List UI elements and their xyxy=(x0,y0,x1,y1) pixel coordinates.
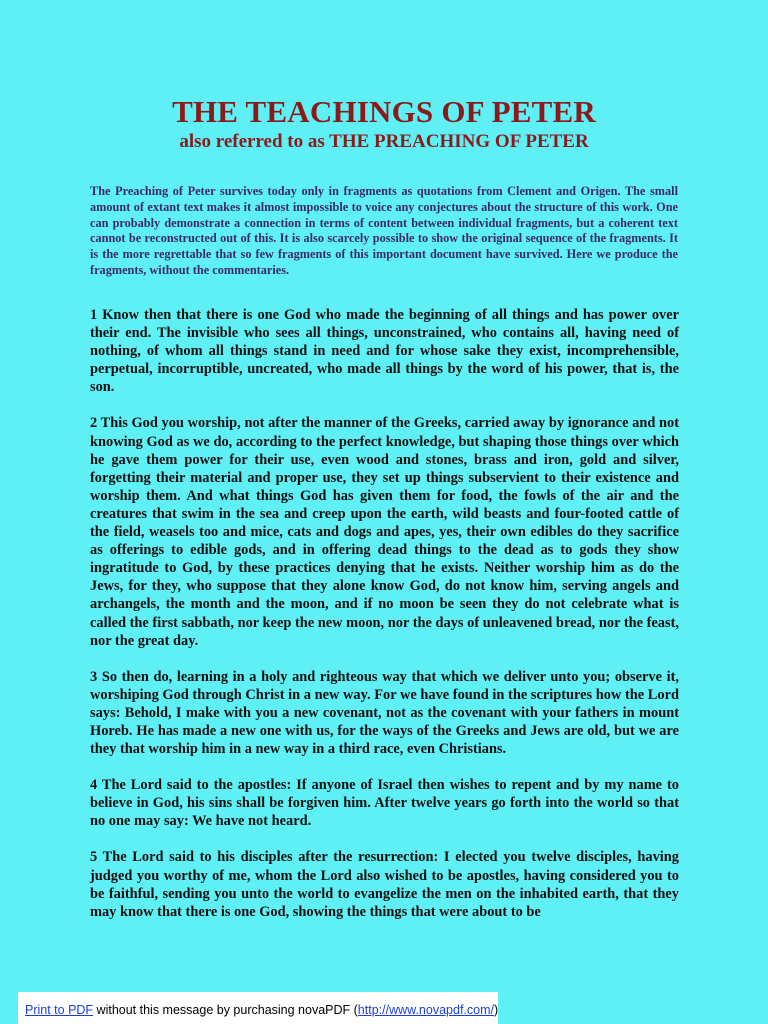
intro-paragraph: The Preaching of Peter survives today only in fragments as quotations from Clement and Origen. The small amount of extant text makes it almost impossible to voice any conjectures about the structure of this work. One can probably demonstrate a connection in terms of content between individual fragments, but a coherent text cannot be reconstructed out of this. It is also scarcely possible to show the original sequence of the fragments. It is the more regrettable that so few fragments of this important document have survived. Here we produce the fragments, without the commentaries. xyxy=(90,184,678,277)
fragment-paragraph-2: 2 This God you worship, not after the manner of the Greeks, carried away by ignorance and not knowing God as we do, according to the perfect knowledge, but shaping those things over which he gave them power for their use, even wood and stones, brass and iron, gold and silver, forgetting their material and proper use, they set up things subservient to their existence and worship them. And what things God has given them for food, the fowls of the air and the creatures that swim in the sea and creep upon the earth, wild beasts and four-footed cattle of the field, weasels too and mice, cats and dogs and apes, yes, their own edibles do they sacrifice as offerings to edible gods, and in offering dead things to the dead as to gods they show ingratitude to God, by these practices denying that he exists. Neither worship him as do the Jews, for they, who suppose that they alone know God, do not know him, serving angels and archangels, the month and the moon, and if no moon be seen they do not celebrate what is called the first sabbath, nor keep the new moon, nor the days of unleavened bread, nor the feast, nor the great day. xyxy=(90,415,679,649)
print-to-pdf-link[interactable]: Print to PDF xyxy=(25,1003,94,1017)
footer-message: without this message by purchasing novaPDF ( xyxy=(93,1003,358,1017)
novapdf-url-link[interactable]: http://www.novapdf.com/ xyxy=(357,1003,494,1017)
novapdf-footer-banner xyxy=(18,992,498,1024)
fragment-paragraph-3: 3 So then do, learning in a holy and righteous way that which we deliver unto you; observe it, worshiping God through Christ in a new way. For we have found in the scriptures how the Lord says: Behold, I make with you a new covenant, not as the covenant with your fathers in mount Horeb. He has made a new one with us, for the ways of the Greeks and Jews are old, but we are they that worship him in a new way in a third race, even Christians. xyxy=(90,668,679,758)
fragment-paragraph-1: 1 Know then that there is one God who made the beginning of all things and has power over their end. The invisible who sees all things, unconstrained, who contains all, having need of nothing, of whom all things stand in need and for whose sake they exist, incomprehensible, perpetual, incorruptible, uncreated, who made all things by the word of his power, that is, the son. xyxy=(90,307,679,396)
fragments-body xyxy=(90,306,679,939)
fragment-paragraph-4: 4 The Lord said to the apostles: If anyone of Israel then wishes to repent and by my name to believe in God, his sins shall be forgiven him. After twelve years go forth into the world so that no one may say: We have not heard. xyxy=(90,777,679,830)
document-subtitle: also referred to as THE PREACHING OF PETER xyxy=(179,131,589,152)
footer-close-paren: ) xyxy=(493,1003,499,1017)
document-title: THE TEACHINGS OF PETER xyxy=(172,94,596,129)
fragment-paragraph-5: 5 The Lord said to his disciples after the resurrection: I elected you twelve disciples, having judged you worthy of me, whom the Lord also wished to be apostles, having considered you to be faithful, sending you unto the world to evangelize the men on the inhabited earth, that they may know that there is one God, showing the things that were about to be xyxy=(90,849,679,920)
